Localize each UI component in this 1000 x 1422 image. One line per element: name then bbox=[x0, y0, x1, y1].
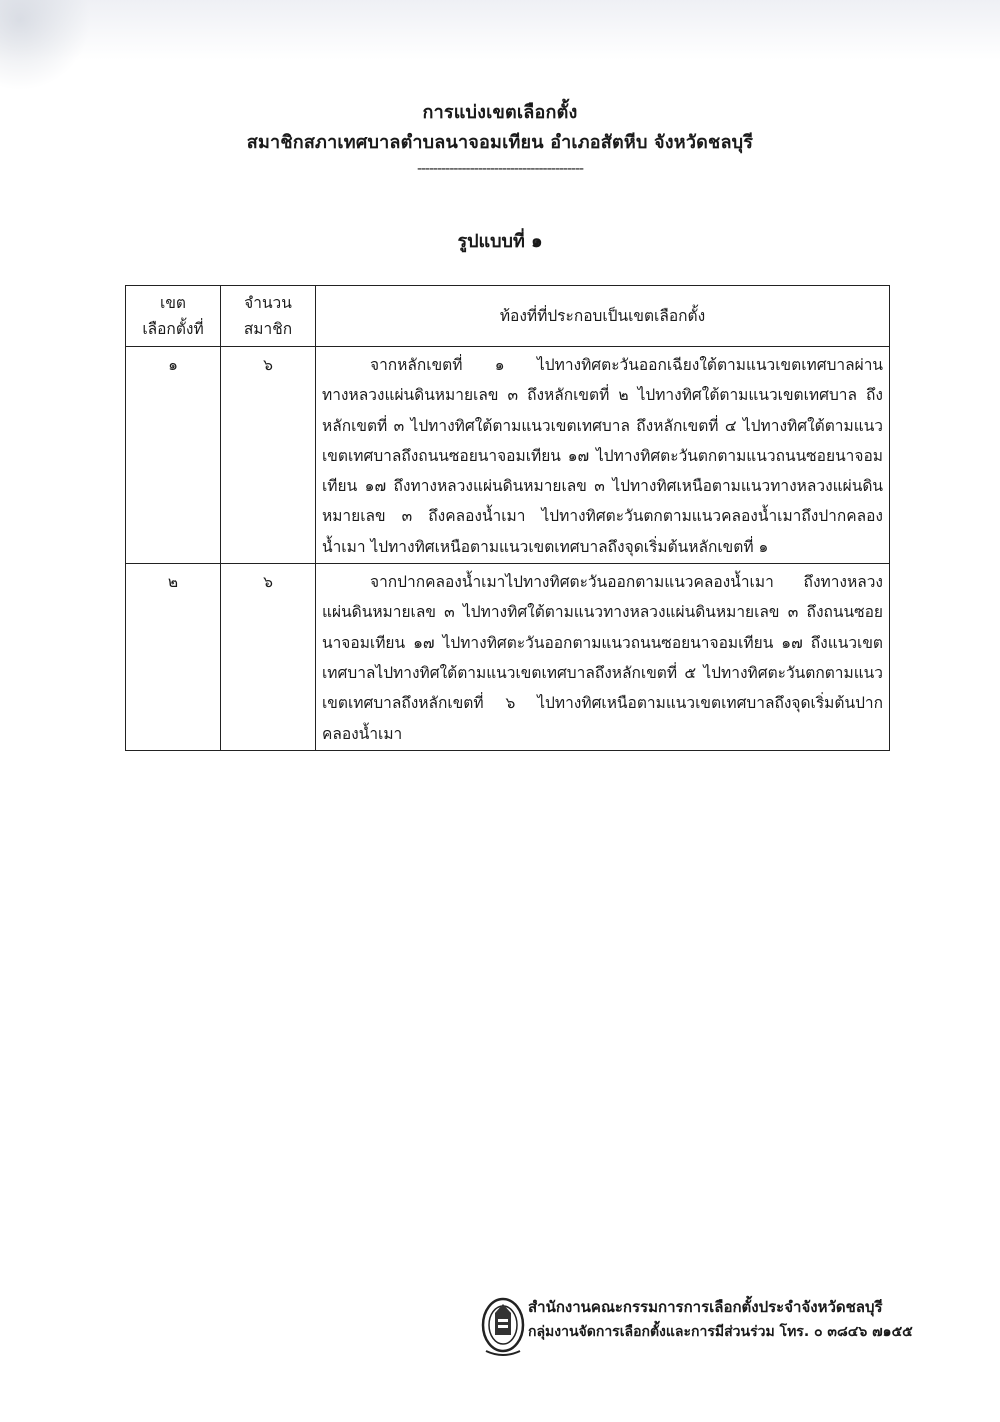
scan-corner-shadow bbox=[0, 0, 90, 90]
zone-description: จากปากคลองน้ำเมาไปทางทิศตะวันออกตามแนวคลองน้ำเมา ถึงทางหลวงแผ่นดินหมายเลข ๓ ไปทางทิศใต้ตามแนวทางหลวงแผ่นดินหมายเลข ๓ ถึงถนนซอยนาจอมเทียน ๑๗ ไปทางทิศตะวันออกตามแนวถนนซอยนาจอมเทียน ๑๗ ถึงแนวเขตเทศบาลไปทางทิศใต้ตามแนวเขตเทศบาลถึงหลักเขตที่ ๕ ไปทางทิศตะวันตกตามแนวเขตเทศบาลถึงหลักเขตที่ ๖ ไปทางทิศเหนือตามแนวเขตเทศบาลถึงจุดเริ่มต้นปากคลองน้ำเมา bbox=[316, 564, 890, 751]
header-zone bbox=[126, 286, 221, 347]
member-count: ๖ bbox=[221, 347, 316, 564]
election-commission-seal-icon bbox=[478, 1293, 528, 1363]
scan-shading bbox=[0, 0, 1000, 60]
header-members-line1: จำนวน bbox=[244, 294, 292, 312]
document-footer bbox=[478, 1293, 913, 1373]
header-zone-line1: เขต bbox=[160, 294, 186, 312]
footer-division: กลุ่มงานจัดการเลือกตั้งและการมีส่วนร่วม โทร. ๐ ๓๘๔๖ ๗๑๕๕ bbox=[528, 1324, 913, 1340]
footer-office: สำนักงานคณะกรรมการการเลือกตั้งประจำจังหวัดชลบุรี bbox=[528, 1298, 883, 1316]
zone-number: ๒ bbox=[126, 564, 221, 751]
member-count: ๖ bbox=[221, 564, 316, 751]
electoral-zones-table bbox=[125, 285, 890, 751]
header-members bbox=[221, 286, 316, 347]
table-row bbox=[126, 564, 890, 751]
document-subtitle: สมาชิกสภาเทศบาลตำบลนาจอมเทียน อำเภอสัตหีบ จังหวัดชลบุรี bbox=[246, 132, 754, 153]
zone-number: ๑ bbox=[126, 347, 221, 564]
table-row bbox=[126, 347, 890, 564]
document-title: การแบ่งเขตเลือกตั้ง bbox=[422, 102, 578, 123]
form-label: รูปแบบที่ ๑ bbox=[457, 231, 543, 252]
zone-description: จากหลักเขตที่ ๑ ไปทางทิศตะวันออกเฉียงใต้ตามแนวเขตเทศบาลผ่านทางหลวงแผ่นดินหมายเลข ๓ ถึงหลักเขตที่ ๒ ไปทางทิศใต้ตามแนวเขตเทศบาล ถึงหลักเขตที่ ๓ ไปทางทิศใต้ตามแนวเขตเทศบาล ถึงหลักเขตที่ ๔ ไปทางทิศใต้ตามแนวเขตเทศบาลถึงถนนซอยนาจอมเทียน ๑๗ ไปทางทิศตะวันตกตามแนวถนนซอยนาจอมเทียน ๑๗ ถึงทางหลวงแผ่นดินหมายเลข ๓ ไปทางทิศเหนือตามแนวทางหลวงแผ่นดินหมายเลข ๓ ถึงคลองน้ำเมา ไปทางทิศตะวันตกตามแนวคลองน้ำเมาถึงปากคลองน้ำเมา ไปทางทิศเหนือตามแนวเขตเทศบาลถึงจุดเริ่มต้นหลักเขตที่ ๑ bbox=[316, 347, 890, 564]
header-area: ท้องที่ที่ประกอบเป็นเขตเลือกตั้ง bbox=[316, 286, 890, 347]
title-separator: ----------------------------------------- bbox=[416, 161, 584, 177]
header-members-line2: สมาชิก bbox=[243, 320, 293, 338]
header-zone-line2: เลือกตั้งที่ bbox=[142, 320, 204, 338]
document-header bbox=[0, 98, 1000, 178]
table-header-row bbox=[126, 286, 890, 347]
